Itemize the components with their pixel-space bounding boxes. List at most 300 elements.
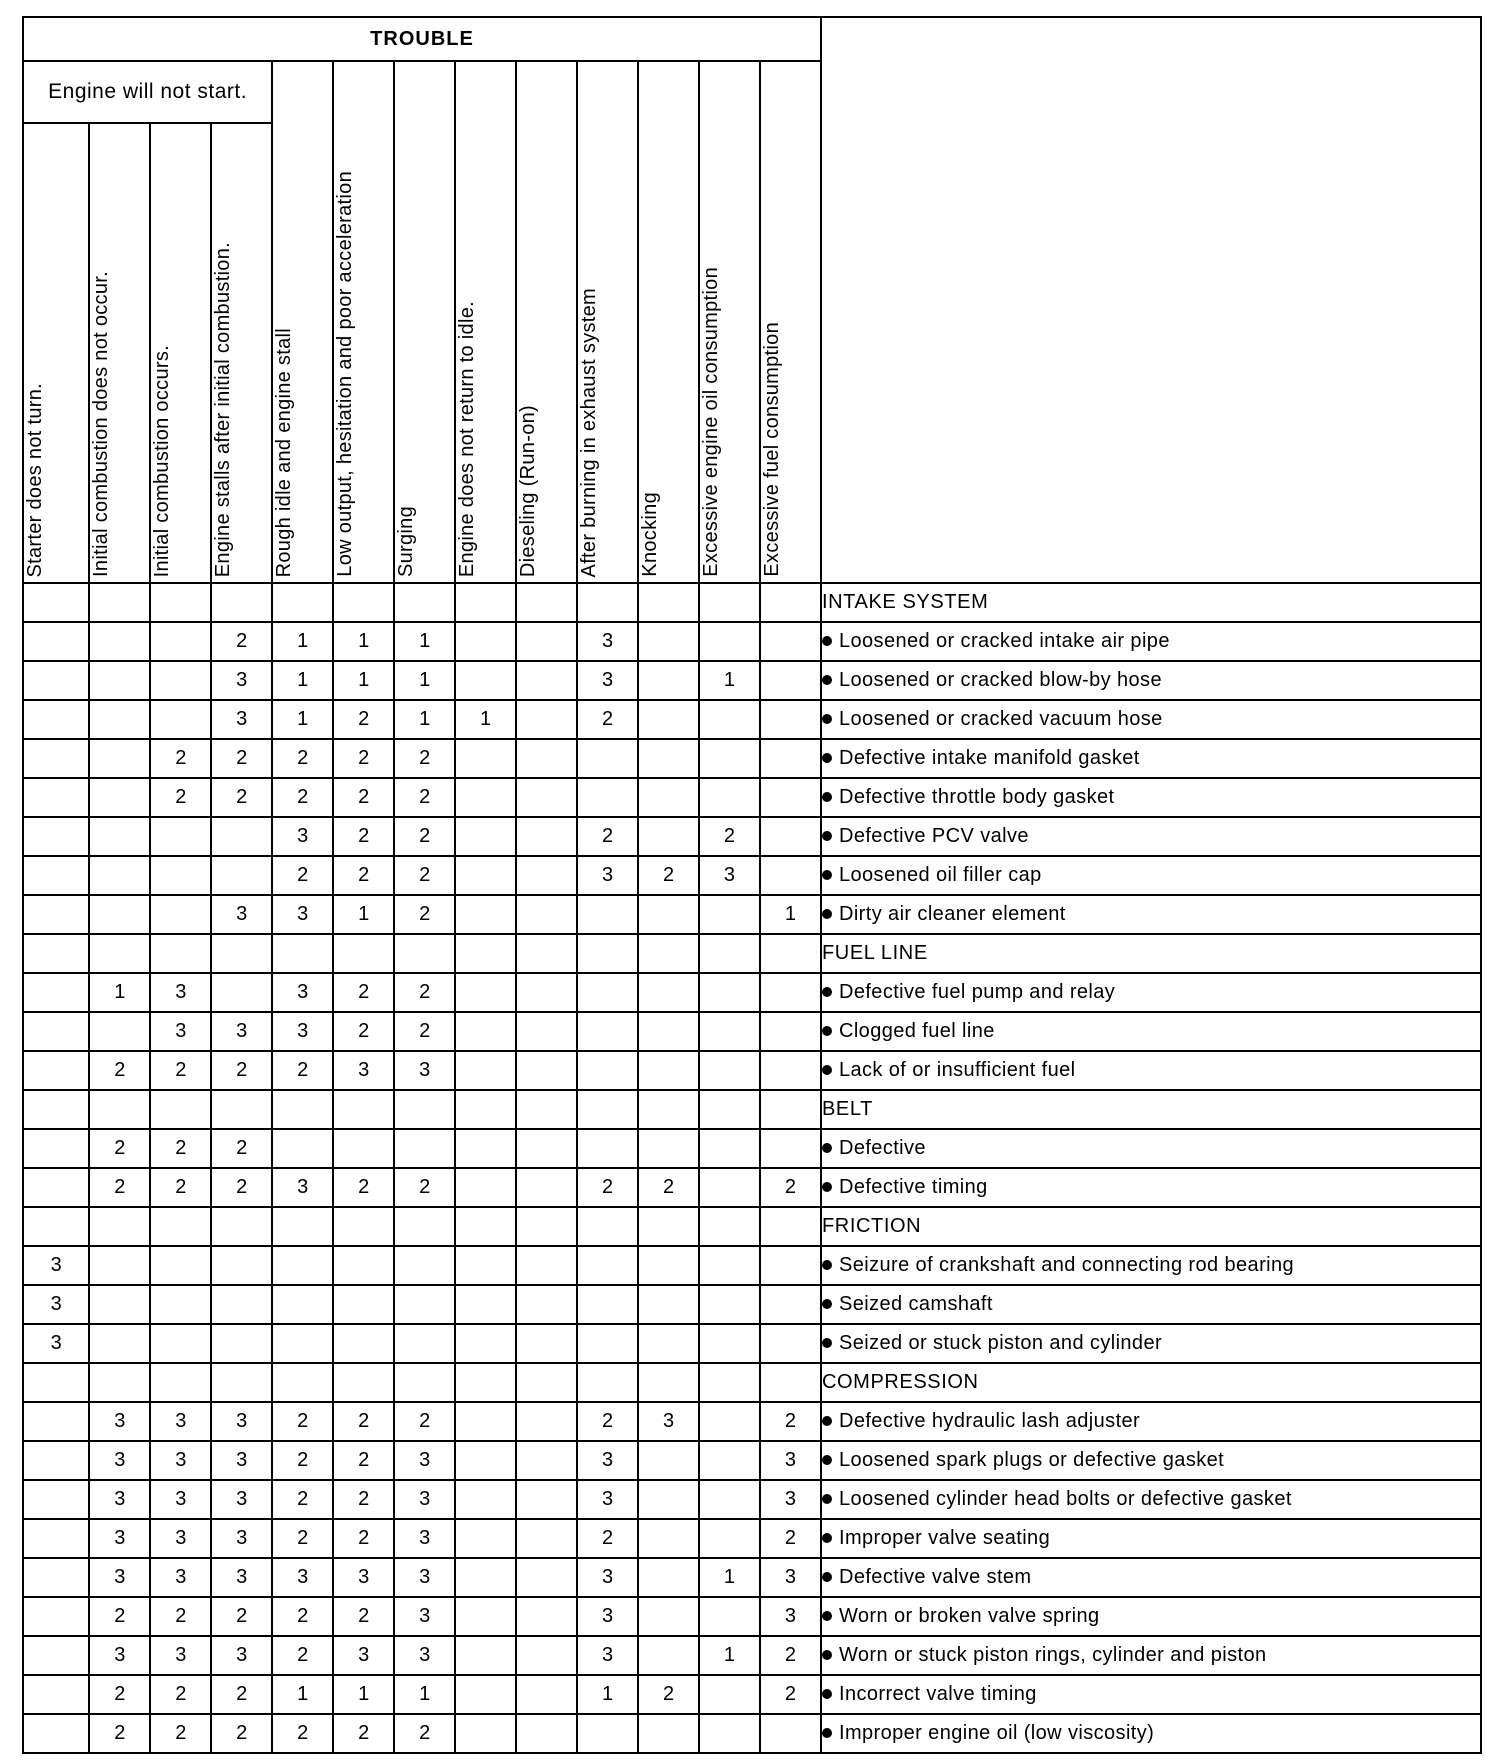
rating-cell: 2 (272, 1519, 333, 1558)
bullet-icon (822, 831, 832, 841)
rating-cell (516, 583, 577, 622)
rating-cell: 2 (89, 1597, 150, 1636)
cause-label: Worn or stuck piston rings, cylinder and piston (838, 1644, 1267, 1666)
table-row (23, 1558, 1481, 1597)
table-row (23, 739, 1481, 778)
cause-description (821, 1675, 1481, 1714)
rating-cell (272, 1246, 333, 1285)
rating-cell: 3 (760, 1597, 821, 1636)
rating-cell: 2 (150, 1675, 211, 1714)
cause-label: Seized or stuck piston and cylinder (838, 1332, 1163, 1354)
rating-cell (577, 1129, 638, 1168)
rating-cell: 3 (394, 1636, 455, 1675)
rating-cell (516, 1168, 577, 1207)
cause-label: Incorrect valve timing (838, 1683, 1037, 1705)
rating-cell (577, 778, 638, 817)
bullet-icon (822, 1611, 832, 1621)
rating-cell (23, 1012, 89, 1051)
rating-cell (394, 583, 455, 622)
rating-cell: 1 (394, 622, 455, 661)
rating-cell: 3 (89, 1402, 150, 1441)
cause-description (821, 739, 1481, 778)
column-header: Excessive fuel consumption (760, 61, 821, 583)
rating-cell: 2 (89, 1129, 150, 1168)
bullet-icon (822, 1338, 832, 1348)
cause-description (821, 1714, 1481, 1753)
rating-cell (760, 1129, 821, 1168)
rating-cell (394, 1363, 455, 1402)
rating-cell (577, 1714, 638, 1753)
rating-cell: 2 (272, 1051, 333, 1090)
rating-cell: 2 (333, 1480, 394, 1519)
cause-description (821, 1246, 1481, 1285)
rating-cell: 2 (272, 778, 333, 817)
rating-cell: 3 (150, 1519, 211, 1558)
rating-cell (699, 700, 760, 739)
column-header: Excessive engine oil consumption (699, 61, 760, 583)
rating-cell (89, 778, 150, 817)
rating-cell: 2 (89, 1675, 150, 1714)
rating-cell: 2 (89, 1051, 150, 1090)
rating-cell (455, 1480, 516, 1519)
rating-cell (699, 1363, 760, 1402)
rating-cell (23, 1441, 89, 1480)
rating-cell: 2 (211, 1597, 272, 1636)
bullet-icon (822, 987, 832, 997)
category-row (23, 934, 1481, 973)
table-row (23, 1246, 1481, 1285)
rating-cell (89, 622, 150, 661)
rating-cell (516, 1636, 577, 1675)
rating-cell: 1 (333, 661, 394, 700)
rating-cell (699, 1129, 760, 1168)
rating-cell: 2 (394, 1012, 455, 1051)
table-row (23, 973, 1481, 1012)
bullet-icon (822, 1182, 832, 1192)
rating-cell: 1 (394, 661, 455, 700)
category-label: FRICTION (821, 1207, 1481, 1246)
rating-cell (577, 1051, 638, 1090)
rating-cell: 2 (333, 1519, 394, 1558)
rating-cell (333, 934, 394, 973)
rating-cell (638, 973, 699, 1012)
trouble-table (22, 16, 1482, 1754)
rating-cell (699, 1441, 760, 1480)
rating-cell (333, 583, 394, 622)
rating-cell: 1 (394, 700, 455, 739)
rating-cell (699, 1012, 760, 1051)
bullet-icon (822, 1143, 832, 1153)
rating-cell (211, 934, 272, 973)
rating-cell (760, 1285, 821, 1324)
rating-cell (333, 1090, 394, 1129)
table-row (23, 856, 1481, 895)
rating-cell: 3 (760, 1558, 821, 1597)
rating-cell (23, 739, 89, 778)
rating-cell (89, 934, 150, 973)
rating-cell (760, 1246, 821, 1285)
rating-cell (89, 1363, 150, 1402)
rating-cell (516, 700, 577, 739)
rating-cell: 2 (394, 973, 455, 1012)
cause-label: Dirty air cleaner element (838, 903, 1066, 925)
rating-cell: 3 (150, 973, 211, 1012)
rating-cell: 3 (272, 1012, 333, 1051)
rating-cell (760, 661, 821, 700)
table-row (23, 1714, 1481, 1753)
cause-description (821, 1597, 1481, 1636)
rating-cell (516, 1441, 577, 1480)
rating-cell (455, 622, 516, 661)
rating-cell: 3 (394, 1519, 455, 1558)
bullet-icon (822, 1026, 832, 1036)
rating-cell: 2 (394, 895, 455, 934)
cause-label: Defective valve stem (838, 1566, 1032, 1588)
rating-cell (150, 583, 211, 622)
table-row (23, 622, 1481, 661)
rating-cell: 2 (272, 1714, 333, 1753)
rating-cell: 3 (394, 1051, 455, 1090)
cause-description (821, 817, 1481, 856)
rating-cell: 2 (333, 973, 394, 1012)
rating-cell (699, 1207, 760, 1246)
rating-cell: 3 (577, 856, 638, 895)
rating-cell (23, 1558, 89, 1597)
rating-cell (333, 1207, 394, 1246)
bullet-icon (822, 636, 832, 646)
cause-label: Improper engine oil (low viscosity) (838, 1722, 1155, 1744)
rating-cell: 3 (394, 1597, 455, 1636)
rating-cell (577, 1285, 638, 1324)
rating-cell: 3 (760, 1441, 821, 1480)
rating-cell (89, 1090, 150, 1129)
rating-cell (455, 1285, 516, 1324)
bullet-icon (822, 870, 832, 880)
rating-cell: 2 (577, 817, 638, 856)
table-row (23, 1402, 1481, 1441)
table-row (23, 1636, 1481, 1675)
rating-cell (211, 1363, 272, 1402)
table-row (23, 1051, 1481, 1090)
rating-cell (23, 583, 89, 622)
rating-cell: 2 (150, 1597, 211, 1636)
rating-cell (516, 973, 577, 1012)
table-row (23, 1441, 1481, 1480)
cause-label: Seizure of crankshaft and connecting rod bearing (838, 1254, 1295, 1276)
description-header-blank (821, 17, 1481, 583)
cause-description (821, 1402, 1481, 1441)
rating-cell (272, 1090, 333, 1129)
rating-cell (455, 895, 516, 934)
cause-description (821, 1324, 1481, 1363)
table-row (23, 1168, 1481, 1207)
rating-cell: 1 (272, 661, 333, 700)
rating-cell: 2 (211, 1675, 272, 1714)
rating-cell (516, 661, 577, 700)
rating-cell: 3 (272, 1168, 333, 1207)
rating-cell (150, 934, 211, 973)
rating-cell (638, 1012, 699, 1051)
rating-cell: 2 (272, 1441, 333, 1480)
rating-cell (272, 1324, 333, 1363)
rating-cell (638, 1207, 699, 1246)
rating-cell (211, 583, 272, 622)
rating-cell (638, 739, 699, 778)
cause-label: Loosened or cracked intake air pipe (838, 630, 1170, 652)
rating-cell (760, 934, 821, 973)
cause-label: Defective (838, 1137, 926, 1159)
rating-cell (211, 1090, 272, 1129)
cause-label: Improper valve seating (838, 1527, 1051, 1549)
rating-cell: 3 (150, 1012, 211, 1051)
rating-cell (455, 1636, 516, 1675)
column-header: Low output, hesitation and poor acceleration (333, 61, 394, 583)
column-header: Knocking (638, 61, 699, 583)
rating-cell (699, 1675, 760, 1714)
category-row (23, 1363, 1481, 1402)
rating-cell (760, 1363, 821, 1402)
rating-cell (272, 1363, 333, 1402)
rating-cell (23, 778, 89, 817)
rating-cell (272, 1207, 333, 1246)
rating-cell: 2 (577, 1402, 638, 1441)
rating-cell: 2 (333, 856, 394, 895)
rating-cell: 3 (333, 1558, 394, 1597)
rating-cell (516, 817, 577, 856)
rating-cell (699, 622, 760, 661)
cause-description (821, 1636, 1481, 1675)
rating-cell (638, 1714, 699, 1753)
rating-cell (577, 1246, 638, 1285)
cause-label: Clogged fuel line (838, 1020, 995, 1042)
rating-cell: 3 (577, 622, 638, 661)
rating-cell (89, 700, 150, 739)
rating-cell: 3 (89, 1519, 150, 1558)
rating-cell: 2 (211, 739, 272, 778)
column-header: Initial combustion occurs. (150, 123, 211, 583)
rating-cell: 2 (333, 778, 394, 817)
rating-cell (760, 973, 821, 1012)
rating-cell (23, 1675, 89, 1714)
rating-cell (333, 1246, 394, 1285)
bullet-icon (822, 1689, 832, 1699)
rating-cell: 2 (394, 1402, 455, 1441)
rating-cell (516, 1714, 577, 1753)
cause-description (821, 778, 1481, 817)
rating-cell: 2 (760, 1402, 821, 1441)
cause-label: Loosened oil filler cap (838, 864, 1042, 886)
rating-cell: 2 (150, 1051, 211, 1090)
cause-description (821, 661, 1481, 700)
rating-cell: 2 (699, 817, 760, 856)
rating-cell (394, 1324, 455, 1363)
rating-cell (577, 583, 638, 622)
rating-cell (150, 1363, 211, 1402)
rating-cell: 1 (89, 973, 150, 1012)
rating-cell: 2 (333, 1012, 394, 1051)
rating-cell (211, 1246, 272, 1285)
rating-cell: 2 (333, 1597, 394, 1636)
rating-cell: 3 (89, 1558, 150, 1597)
rating-cell (699, 895, 760, 934)
rating-cell (333, 1324, 394, 1363)
rating-cell (516, 778, 577, 817)
rating-cell (699, 973, 760, 1012)
cause-label: Loosened or cracked blow-by hose (838, 669, 1162, 691)
rating-cell (760, 700, 821, 739)
table-row (23, 895, 1481, 934)
rating-cell: 3 (23, 1285, 89, 1324)
rating-cell: 3 (150, 1441, 211, 1480)
rating-cell: 2 (272, 1402, 333, 1441)
cause-label: Defective throttle body gasket (838, 786, 1115, 808)
rating-cell (272, 934, 333, 973)
rating-cell: 2 (333, 1402, 394, 1441)
table-row (23, 1285, 1481, 1324)
rating-cell (333, 1363, 394, 1402)
rating-cell (394, 1129, 455, 1168)
rating-cell (699, 778, 760, 817)
rating-cell: 3 (211, 1402, 272, 1441)
rating-cell: 2 (150, 739, 211, 778)
column-header: Surging (394, 61, 455, 583)
rating-cell (23, 622, 89, 661)
cause-description (821, 1480, 1481, 1519)
rating-cell: 2 (333, 739, 394, 778)
bullet-icon (822, 1572, 832, 1582)
rating-cell (638, 1324, 699, 1363)
rating-cell (699, 1402, 760, 1441)
rating-cell (455, 583, 516, 622)
cause-description (821, 1558, 1481, 1597)
rating-cell: 3 (577, 1558, 638, 1597)
rating-cell: 2 (211, 1129, 272, 1168)
rating-cell (699, 1597, 760, 1636)
rating-cell (455, 1441, 516, 1480)
rating-cell (23, 934, 89, 973)
rating-cell (150, 1090, 211, 1129)
rating-cell: 3 (577, 661, 638, 700)
rating-cell: 2 (333, 1168, 394, 1207)
rating-cell (89, 856, 150, 895)
rating-cell (455, 1129, 516, 1168)
trouble-heading: TROUBLE (23, 17, 821, 61)
bullet-icon (822, 714, 832, 724)
rating-cell: 3 (272, 1558, 333, 1597)
table-row (23, 1012, 1481, 1051)
rating-cell (23, 1090, 89, 1129)
rating-cell: 2 (760, 1519, 821, 1558)
rating-cell (23, 1363, 89, 1402)
cause-label: Defective timing (838, 1176, 988, 1198)
rating-cell: 2 (211, 778, 272, 817)
rating-cell (516, 1597, 577, 1636)
rating-cell (23, 1480, 89, 1519)
rating-cell (455, 1363, 516, 1402)
table-row (23, 661, 1481, 700)
rating-cell (760, 1714, 821, 1753)
rating-cell: 2 (211, 1714, 272, 1753)
rating-cell (455, 934, 516, 973)
rating-cell: 3 (577, 1480, 638, 1519)
rating-cell: 3 (150, 1402, 211, 1441)
rating-cell (577, 1207, 638, 1246)
table-body (23, 583, 1481, 1753)
rating-cell (150, 661, 211, 700)
rating-cell: 3 (211, 700, 272, 739)
rating-cell (760, 1324, 821, 1363)
rating-cell (23, 1129, 89, 1168)
rating-cell: 1 (333, 895, 394, 934)
rating-cell: 3 (272, 895, 333, 934)
rating-cell (516, 1246, 577, 1285)
bullet-icon (822, 675, 832, 685)
rating-cell: 3 (211, 1012, 272, 1051)
rating-cell: 3 (89, 1480, 150, 1519)
rating-cell (150, 700, 211, 739)
rating-cell: 1 (699, 661, 760, 700)
category-row (23, 583, 1481, 622)
rating-cell: 2 (394, 1714, 455, 1753)
rating-cell (23, 1597, 89, 1636)
rating-cell (516, 1012, 577, 1051)
rating-cell: 3 (211, 1441, 272, 1480)
rating-cell: 2 (150, 1168, 211, 1207)
rating-cell (211, 1207, 272, 1246)
rating-cell: 2 (150, 1129, 211, 1168)
rating-cell: 3 (638, 1402, 699, 1441)
cause-description (821, 1051, 1481, 1090)
rating-cell: 2 (89, 1168, 150, 1207)
rating-cell (89, 895, 150, 934)
rating-cell: 1 (333, 622, 394, 661)
cause-description (821, 856, 1481, 895)
rating-cell (23, 1207, 89, 1246)
rating-cell (23, 1168, 89, 1207)
rating-cell: 2 (333, 1441, 394, 1480)
column-header: Engine stalls after initial combustion. (211, 123, 272, 583)
bullet-icon (822, 792, 832, 802)
bullet-icon (822, 1260, 832, 1270)
rating-cell (638, 817, 699, 856)
rating-cell (333, 1129, 394, 1168)
rating-cell: 2 (333, 700, 394, 739)
rating-cell: 3 (150, 1558, 211, 1597)
rating-cell: 2 (272, 1636, 333, 1675)
rating-cell (760, 1012, 821, 1051)
rating-cell: 1 (272, 700, 333, 739)
rating-cell (516, 1090, 577, 1129)
cause-label: Defective intake manifold gasket (838, 747, 1140, 769)
rating-cell (150, 622, 211, 661)
rating-cell (150, 1285, 211, 1324)
rating-cell (455, 973, 516, 1012)
rating-cell (23, 973, 89, 1012)
column-header: Rough idle and engine stall (272, 61, 333, 583)
rating-cell (455, 1246, 516, 1285)
rating-cell (23, 1714, 89, 1753)
rating-cell: 2 (211, 1051, 272, 1090)
engine-will-not-start-heading: Engine will not start. (23, 61, 272, 123)
table-row (23, 1597, 1481, 1636)
rating-cell (455, 1519, 516, 1558)
rating-cell (638, 622, 699, 661)
rating-cell (577, 1324, 638, 1363)
cause-label: Loosened spark plugs or defective gasket (838, 1449, 1225, 1471)
category-row (23, 1207, 1481, 1246)
rating-cell (577, 934, 638, 973)
rating-cell (699, 1714, 760, 1753)
